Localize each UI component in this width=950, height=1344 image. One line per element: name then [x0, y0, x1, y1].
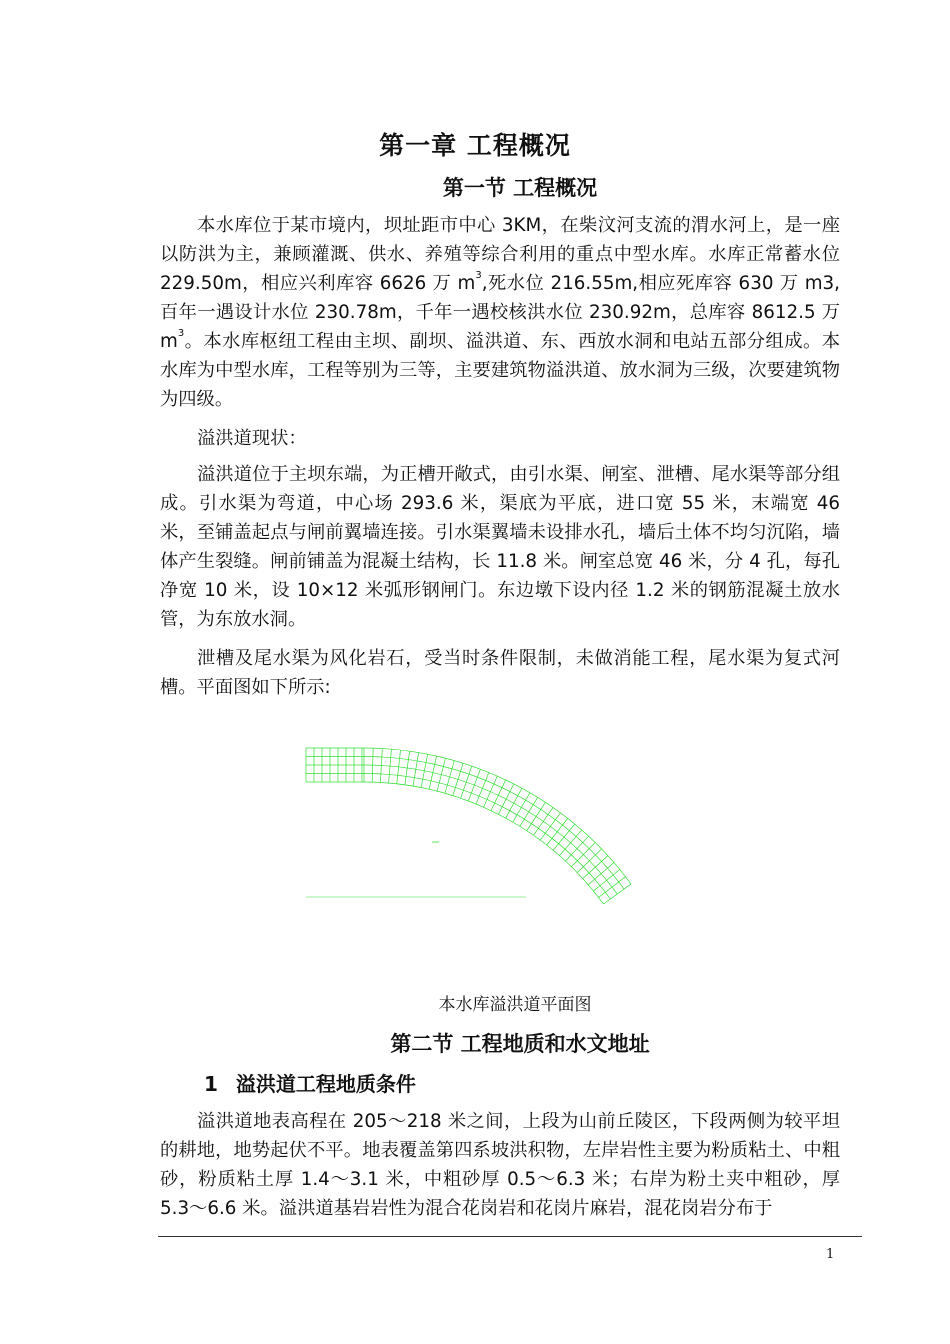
grid-line: [599, 877, 626, 898]
grid-line: [453, 763, 463, 795]
paragraph-overview: 本水库位于某市境内，坝址距市中心 3KM，在柴汶河支流的渭水河上，是一座以防洪为主，兼顾灌溉、供水、养殖等综合利用的重点中型水库。水库正常蓄水位 229.50m，相应兴利库容 6626 万 $m^3$,死水位 216.55m,相应死库容 630 万 m3,百年一遇设计水位 230.78m，千年一遇校核洪水位 230.92m，总库容 8612.5 万 $m^3$。本水库枢纽工程由主坝、副坝、溢洪道、东、西放水洞和电站五部分组成。本水库为中型水库，工程等别为三等，主要建筑物溢洪道、放水洞为三级，次要建筑物为四级。: [160, 215, 840, 410]
grid-line: [364, 748, 631, 884]
grid-line: [364, 774, 610, 900]
grid-line: [534, 807, 553, 835]
grid-line: [559, 830, 581, 856]
grid-line: [437, 758, 445, 791]
grid-line: [565, 836, 588, 861]
grid-line: [364, 782, 603, 904]
grid-line: [468, 769, 480, 801]
grid-line: [364, 757, 624, 890]
spillway-plan-drawing: [300, 740, 640, 930]
subsection-title: 1 溢洪道工程地质条件: [204, 1072, 416, 1096]
grid-line: [553, 824, 575, 850]
grid-line: [498, 784, 513, 814]
grid-line: [540, 813, 560, 840]
section-title-2: 第二节 工程地质和水文地址: [390, 1032, 650, 1056]
paragraph-spillway-description: 溢洪道位于主坝东端，为正槽开敞式，由引水渠、闸室、泄槽、尾水渠等部分组成。引水渠为弯道，中心场 293.6 米，渠底为平底，进口宽 55 米，末端宽 46 米，至铺盖起点与闸前翼墙连接。引水渠翼墙未设排水孔，墙后土体不均匀沉陷，墙体产生裂缝。闸前铺盖为混凝土结构，长 11.8 米。闸室总宽 46 米，分 4 孔，每孔净宽 10 米，设 10×12 米弧形钢闸门。东边墩下设内径 1.2 米的钢筋混凝土放水管，为东放水洞。: [160, 464, 840, 630]
footer-divider: [158, 1236, 862, 1237]
grid-line: [603, 884, 631, 904]
page-number: 1: [826, 1247, 835, 1262]
section-title-1: 第一节 工程概况: [442, 176, 598, 200]
paragraph-geology: 溢洪道地表高程在 205～218 米之间，上段为山前丘陵区，下段两侧为较平坦的耕地，地势起伏不平。地表覆盖第四系坡洪积物，左岸岩性主要为粉质粘土、中粗砂，粉质粘土厚 1.4～3.1 米，中粗砂厚 0.5～6.3 米；右岸为粉土夹中粗砂，厚 5.3～6.6 米。溢洪道基岩岩性为混合花岗岩和花岗片麻岩，混花岗岩分布于: [160, 1111, 840, 1219]
grid-line: [506, 788, 522, 818]
grid-line: [429, 756, 436, 789]
grid-line: [461, 766, 472, 798]
grid-line: [588, 863, 614, 885]
spillway-grid: [306, 748, 631, 904]
grid-line: [513, 793, 530, 822]
grid-line: [593, 870, 619, 891]
figure-caption: 本水库溢洪道平面图: [438, 995, 592, 1015]
paragraph-spillway-status: 溢洪道现状：: [197, 428, 307, 449]
paragraph-chute: 泄槽及尾水渠为风化岩石，受当时条件限制，未做消能工程，尾水渠为复式河槽。平面图如下所示:: [160, 648, 840, 698]
grid-line: [583, 856, 608, 879]
chapter-title: 第一章 工程概况: [379, 131, 571, 160]
grid-line: [547, 818, 568, 845]
grid-line: [445, 761, 454, 794]
grid-line: [372, 748, 373, 782]
